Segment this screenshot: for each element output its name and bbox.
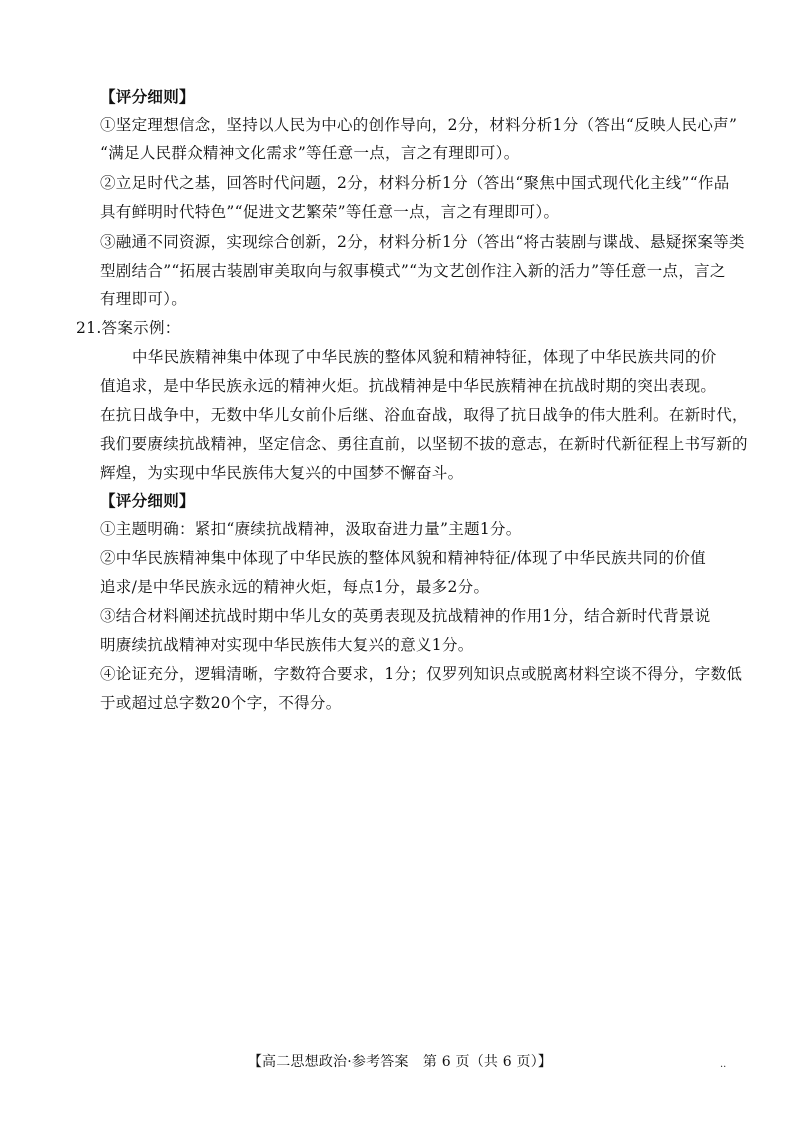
sample-answer-line: 在抗日战争中，无数中华儿女前仆后继、浴血奋战，取得了抗日战争的伟大胜利。在新时代， [100, 406, 748, 424]
sample-answer-line: 辉煌，为实现中华民族伟大复兴的中国梦不懈奋斗。 [100, 464, 464, 482]
sample-answer-line: 中华民族精神集中体现了中华民族的整体风貌和精神特征，体现了中华民族共同的价 [132, 348, 717, 366]
scoring-rule-line: 追求/是中华民族永远的精神火炬，每点1分，最多2分。 [100, 578, 490, 596]
sample-answer-line: 我们要赓续抗战精神，坚定信念、勇往直前，以坚韧不拔的意志，在新时代新征程上书写新的 [100, 435, 748, 453]
scoring-rule-line: 型剧结合”“拓展古装剧审美取向与叙事模式”“为文艺创作注入新的活力”等任意一点，言之 [100, 262, 726, 280]
scoring-rule-line: ②立足时代之基，回答时代问题，2分，材料分析1分（答出“聚焦中国式现代化主线”“作品 [100, 174, 730, 192]
question-21-label: 21.答案示例： [76, 319, 181, 337]
page-footer: 【高二思想政治·参考答案 第 6 页（共 6 页）】 [247, 1054, 553, 1070]
scoring-rule-line: “满足人民群众精神文化需求”等任意一点，言之有理即可）。 [100, 144, 520, 162]
scoring-rule-line: ①坚定理想信念，坚持以人民为中心的创作导向，2分，材料分析1分（答出“反映人民心声” [100, 116, 738, 134]
scoring-rules-heading-1: 【评分细则】 [100, 87, 195, 106]
scoring-rule-line: ②中华民族精神集中体现了中华民族的整体风貌和精神特征/体现了中华民族共同的价值 [100, 549, 706, 567]
scoring-rule-line: ④论证充分，逻辑清晰，字数符合要求，1分；仅罗列知识点或脱离材料空谈不得分，字数低 [100, 665, 743, 683]
scoring-rule-line: ③融通不同资源，实现综合创新，2分，材料分析1分（答出“将古装剧与谍战、悬疑探案等类 [100, 233, 745, 251]
scoring-rule-line: 有理即可）。 [100, 290, 188, 308]
scoring-rule-line: 明赓续抗战精神对实现中华民族伟大复兴的意义1分。 [100, 636, 474, 654]
scoring-rules-heading-2: 【评分细则】 [100, 491, 195, 510]
sample-answer-line: 值追求，是中华民族永远的精神火炬。抗战精神是中华民族精神在抗战时期的突出表现。 [100, 377, 717, 395]
scoring-rule-line: 于或超过总字数20个字，不得分。 [100, 694, 342, 712]
corner-mark: ·· [720, 1062, 727, 1073]
scoring-rule-line: ③结合材料阐述抗战时期中华儿女的英勇表现及抗战精神的作用1分，结合新时代背景说 [100, 607, 711, 625]
scoring-rule-line: 具有鲜明时代特色”“促进文艺繁荣”等任意一点，言之有理即可）。 [100, 203, 560, 221]
scoring-rule-line: ①主题明确：紧扣“赓续抗战精神，汲取奋进力量”主题1分。 [100, 520, 522, 538]
